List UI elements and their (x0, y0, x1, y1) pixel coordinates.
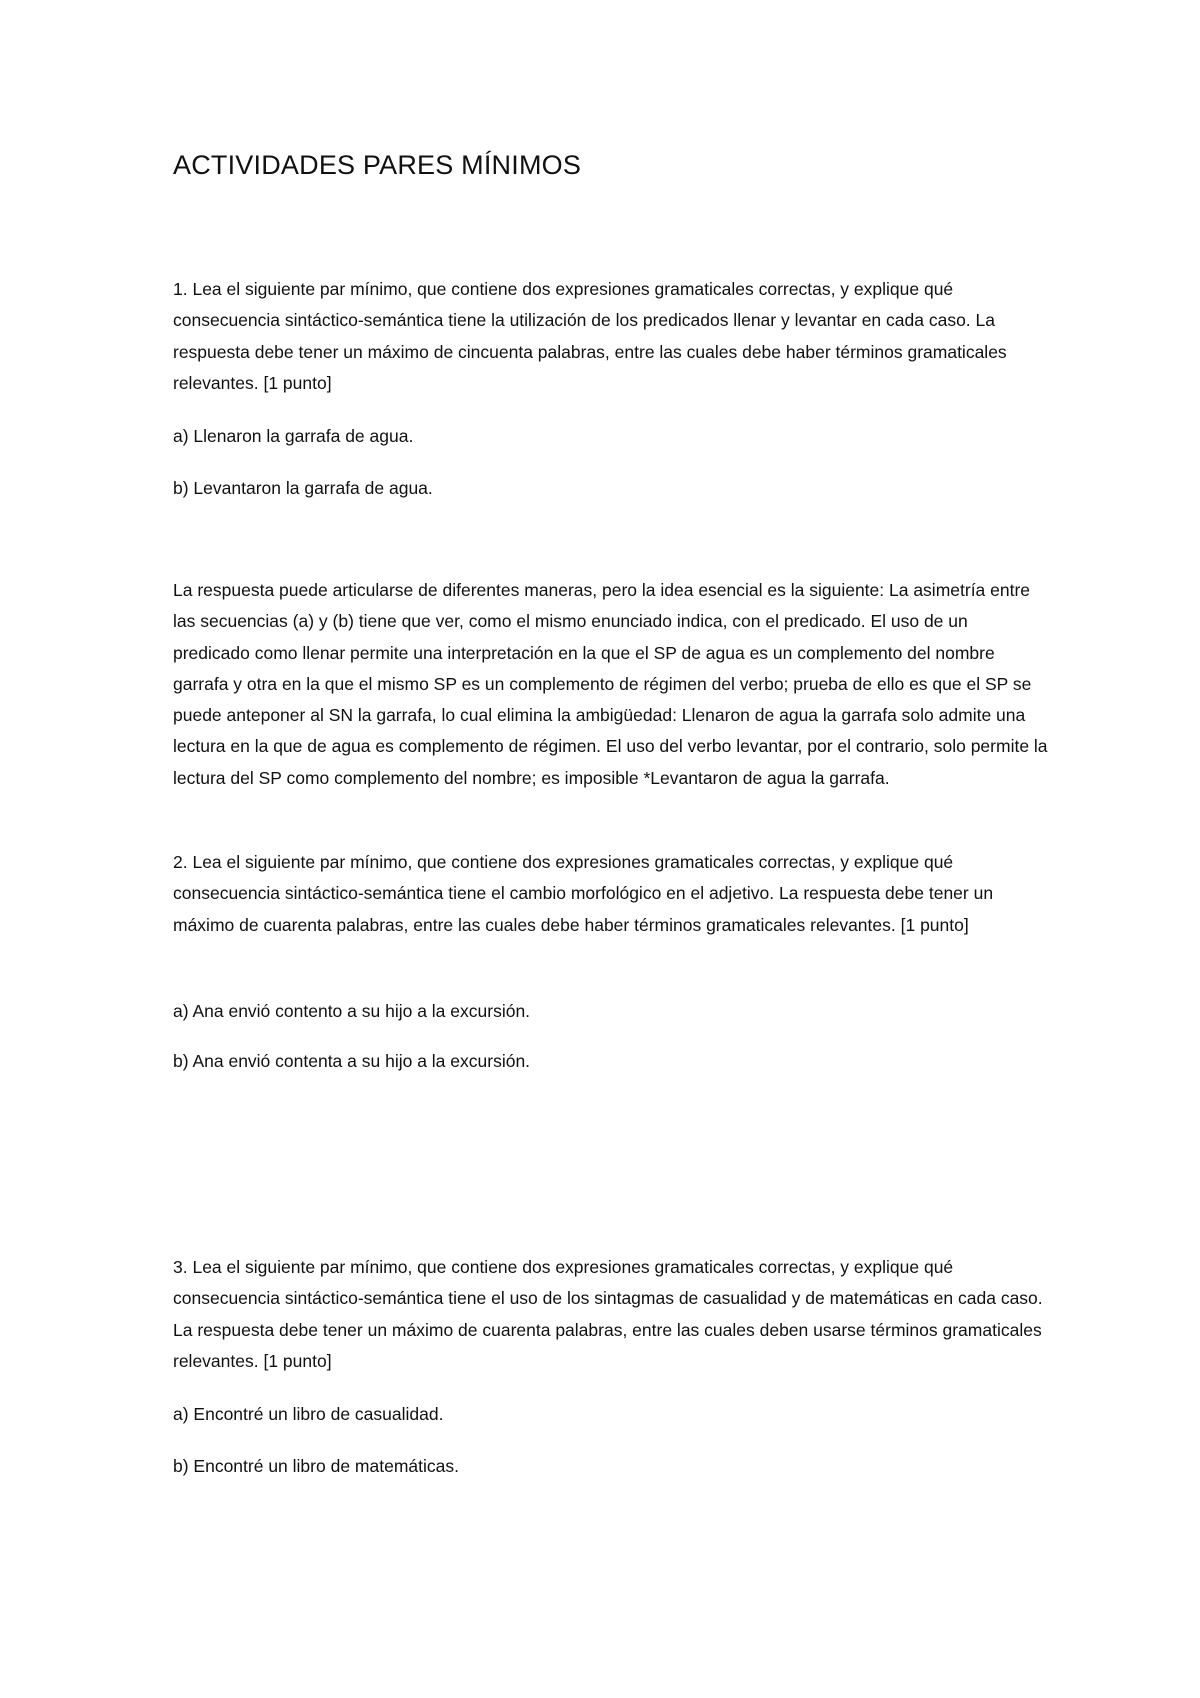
question-1-prompt: 1. Lea el siguiente par mínimo, que contiene dos expresiones gramaticales correctas, y explique qué consecuencia sintáctico-semántica tiene la utilización de los predicados llenar y levantar en cada caso. La respuesta debe tener un máximo de cincuenta palabras, entre las cuales debe haber términos gramaticales relevantes. [1 punto] (173, 279, 1007, 393)
question-2-option-a: a) Ana envió contento a su hijo a la excursión. (173, 1001, 531, 1021)
question-1-answer: La respuesta puede articularse de diferentes maneras, pero la idea esencial es la siguiente: La asimetría entre las secuencias (a) y (b) tiene que ver, como el mismo enunciado indica, con el predicado. El uso de un predicado como llenar permite una interpretación en la que el SP de agua es un complemento del nombre garrafa y otra en la que el mismo SP es un complemento de régimen del verbo; prueba de ello es que el SP se puede anteponer al SN la garrafa, lo cual elimina la ambigüedad: Llenaron de agua la garrafa solo admite una lectura en la que de agua es complemento de régimen. El uso del verbo levantar, por el contrario, solo permite la lectura del SP como complemento del nombre; es imposible *Levantaron de agua la garrafa. (173, 580, 1048, 788)
question-2-option-b: b) Ana envió contenta a su hijo a la excursión. (173, 1051, 531, 1071)
document-title: ACTIVIDADES PARES MÍNIMOS (173, 150, 582, 180)
question-1-option-a: a) Llenaron la garrafa de agua. (173, 426, 414, 446)
question-2-prompt: 2. Lea el siguiente par mínimo, que contiene dos expresiones gramaticales correctas, y explique qué consecuencia sintáctico-semántica tiene el cambio morfológico en el adjetivo. La respuesta debe tener un máximo de cuarenta palabras, entre las cuales debe haber términos gramaticales relevantes. [1 punto] (173, 852, 994, 935)
question-3-prompt: 3. Lea el siguiente par mínimo, que contiene dos expresiones gramaticales correctas, y explique qué consecuencia sintáctico-semántica tiene el uso de los sintagmas de casualidad y de matemáticas en cada caso. La respuesta debe tener un máximo de cuarenta palabras, entre las cuales deben usarse términos gramaticales relevantes. [1 punto] (173, 1257, 1043, 1371)
question-1-option-b: b) Levantaron la garrafa de agua. (173, 478, 433, 498)
question-3-option-a: a) Encontré un libro de casualidad. (173, 1404, 444, 1424)
question-3-option-b: b) Encontré un libro de matemáticas. (173, 1456, 459, 1476)
